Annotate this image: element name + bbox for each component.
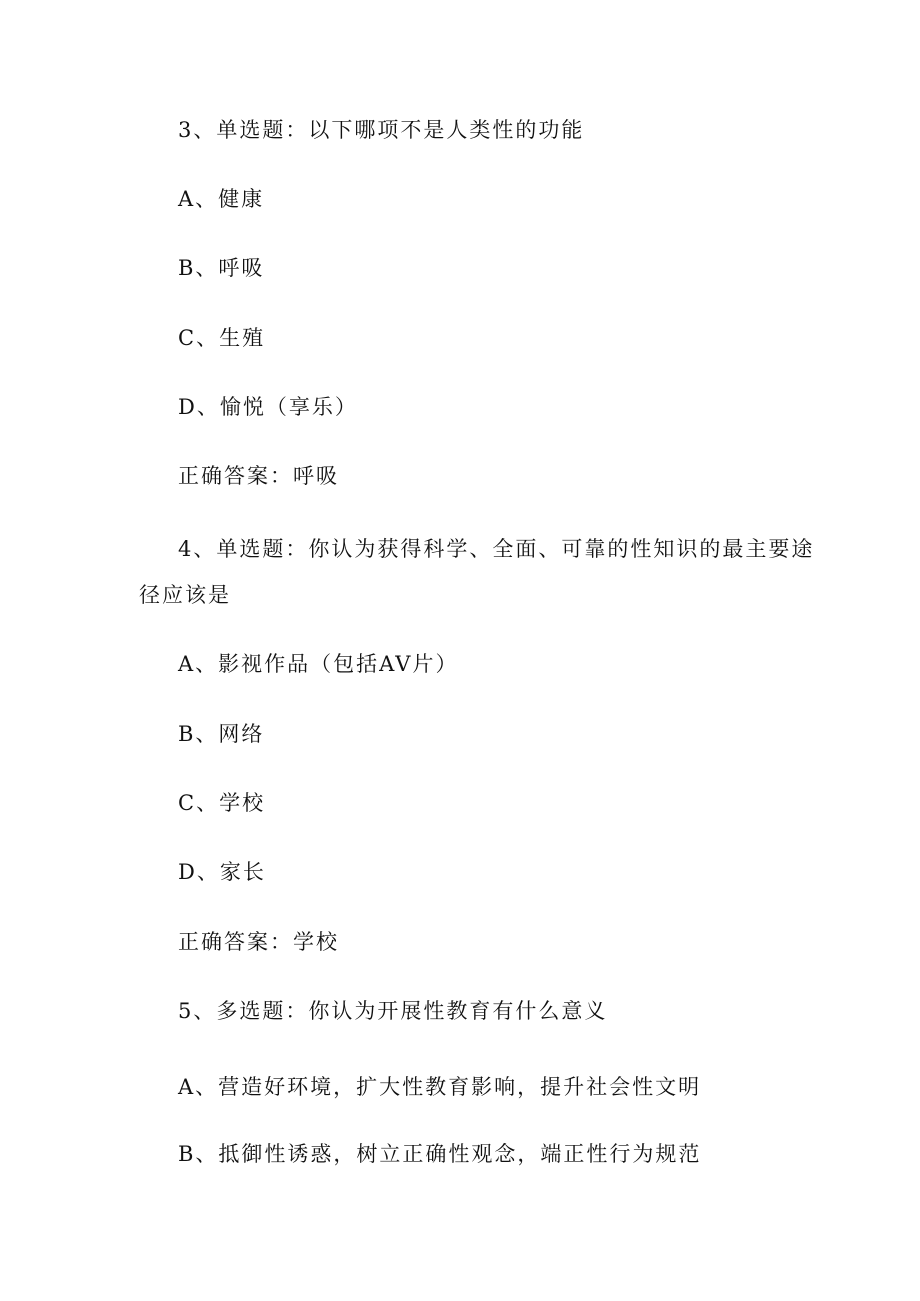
question-3-answer: 正确答案：呼吸 [178,464,339,488]
question-4-title-line-2: 径应该是 [139,583,231,607]
question-4-answer: 正确答案：学校 [178,930,339,954]
question-5-option-b: B、抵御性诱惑，树立正确性观念，端正性行为规范 [178,1142,702,1166]
question-3-option-b: B、呼吸 [178,256,265,280]
question-4-option-d: D、家长 [178,860,266,884]
question-3-title: 3、单选题：以下哪项不是人类性的功能 [178,118,585,142]
question-4-title-line-1: 4、单选题：你认为获得科学、全面、可靠的性知识的最主要途 [178,537,815,561]
question-3-option-c: C、生殖 [178,326,266,350]
question-3-option-a: A、健康 [178,187,265,211]
question-4-option-c: C、学校 [178,791,266,815]
question-5-option-a: A、营造好环境，扩大性教育影响，提升社会性文明 [178,1075,702,1099]
question-4-option-b: B、网络 [178,722,265,746]
question-4-option-a: A、影视作品（包括AV片） [178,652,459,676]
question-3-option-d: D、愉悦（享乐） [178,395,358,419]
question-5-title: 5、多选题：你认为开展性教育有什么意义 [178,999,608,1023]
